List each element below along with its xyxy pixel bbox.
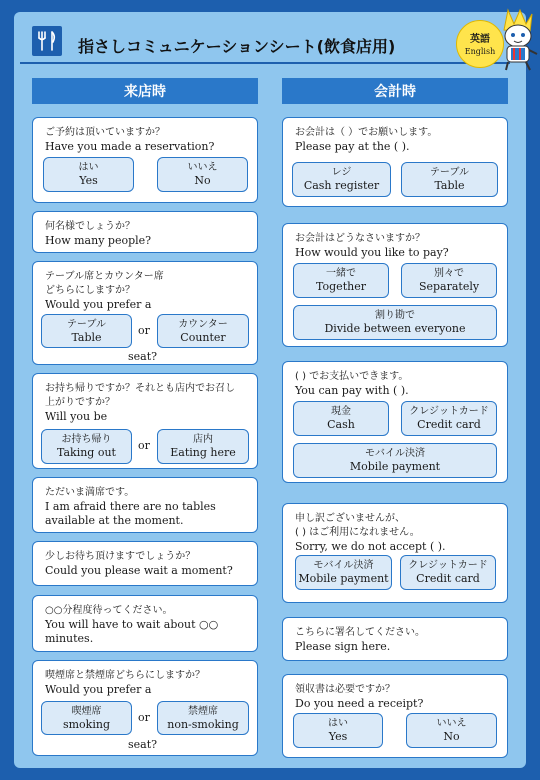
non-smoking-ja: 禁煙席 [188, 705, 218, 717]
card-receipt [282, 674, 508, 758]
cash-en: Cash [327, 418, 355, 431]
takeout-option-en: Taking out [57, 446, 116, 459]
seating-table-button[interactable] [41, 314, 132, 348]
non-smoking-button[interactable] [157, 701, 249, 735]
receipt-en: Do you need a receipt? [295, 697, 424, 710]
together-en: Together [316, 280, 366, 293]
seating-counter-en: Counter [180, 330, 226, 344]
smoking-option-en: smoking [62, 717, 110, 731]
not-accept-mobile-button[interactable] [295, 555, 392, 590]
separately-button[interactable] [401, 263, 497, 298]
seating-table-ja: テーブル [66, 318, 107, 330]
smoking-option-ja: 喫煙席 [71, 705, 102, 717]
sign-ja: こちらに署名してください。 [295, 627, 425, 638]
receipt-no-button[interactable] [406, 713, 497, 748]
header [22, 20, 502, 62]
wait-minutes-ja: ○○分程度待ってください。 [45, 605, 173, 616]
heading-payment: 会計時 [282, 78, 508, 104]
cash-ja: 現金 [331, 406, 351, 417]
separately-ja: 別々で [434, 268, 464, 279]
receipt-ja: 領収書は必要ですか？ [295, 684, 395, 695]
pay-table-ja: テーブル [429, 167, 470, 178]
takeout-ja-1: お持ち帰りですか？それとも店内でお召し [45, 383, 235, 394]
cash-button[interactable] [293, 401, 389, 436]
card-sign [282, 617, 508, 661]
pay-with-ja: ( ) でお支払いできます。 [295, 371, 409, 382]
reservation-yes-ja: はい [78, 162, 99, 173]
pay-table-button[interactable] [401, 162, 498, 197]
smoking-ja: 喫煙席と禁煙席どちらにしますか？ [45, 670, 205, 681]
smoking-en: Would you prefer a [45, 683, 152, 696]
receipt-yes-ja: はい [328, 718, 348, 729]
not-accept-credit-ja: クレジットカード [408, 560, 488, 571]
language-badge-ja: 英語 [470, 34, 490, 45]
takeout-button[interactable] [41, 429, 132, 464]
not-accept-en: Sorry, we do not accept ( ). [295, 540, 446, 553]
card-reservation [32, 117, 258, 203]
credit-card-en: Credit card [417, 418, 481, 431]
seating-en: Would you prefer a [45, 298, 152, 311]
page-title: 指さしコミュニケーションシート(飲食店用) [78, 37, 396, 56]
card-smoking [32, 660, 258, 756]
reservation-no-en: No [194, 174, 211, 187]
people-ja: 何名様でしょうか？ [45, 221, 135, 232]
seating-tail: seat? [128, 350, 158, 363]
receipt-no-ja: いいえ [436, 718, 467, 729]
mascot-image [494, 8, 540, 72]
heading-arrival: 来店時 [32, 78, 258, 104]
takeout-ja-2: 上がりですか？ [45, 397, 115, 408]
separately-en: Separately [418, 280, 480, 293]
people-en: How many people? [45, 234, 152, 247]
reservation-no-button[interactable] [157, 157, 248, 192]
reservation-en: Have you made a reservation? [45, 140, 215, 153]
not-accept-mobile-ja: モバイル決済 [313, 560, 374, 571]
card-seating [32, 261, 258, 365]
credit-card-button[interactable] [401, 401, 497, 436]
cash-register-ja: レジ [331, 167, 352, 178]
eat-in-button[interactable] [157, 429, 249, 464]
mobile-payment-button[interactable] [293, 443, 497, 478]
receipt-no-en: No [443, 730, 460, 743]
wait-minutes-en-2: minutes. [45, 632, 94, 645]
header-divider [20, 62, 510, 64]
card-wait [32, 541, 258, 586]
takeout-option-ja: お持ち帰り [61, 434, 112, 445]
receipt-yes-button[interactable] [293, 713, 383, 748]
wait-en: Could you please wait a moment? [45, 564, 233, 577]
eat-in-ja: 店内 [193, 434, 213, 445]
full-en-2: available at the moment. [45, 514, 184, 527]
card-wait-minutes [32, 595, 258, 652]
sign-en: Please sign here. [295, 640, 391, 653]
seating-ja-1: テーブル席とカウンター席 [45, 271, 164, 282]
wait-ja: 少しお待ち頂けますでしょうか？ [45, 551, 196, 562]
language-badge-en: English [464, 47, 496, 56]
credit-card-ja: クレジットカード [409, 406, 489, 417]
reservation-no-ja: いいえ [187, 162, 218, 173]
card-pay-at [282, 117, 508, 207]
not-accept-mobile-en: Mobile payment [298, 572, 389, 585]
pay-at-ja: お会計は（ ）でお願いします。 [295, 127, 438, 138]
receipt-yes-en: Yes [328, 730, 348, 743]
pay-table-en: Table [434, 179, 465, 192]
card-takeout [32, 373, 258, 469]
not-accept-credit-en: Credit card [416, 572, 480, 585]
fork-knife-icon [32, 26, 62, 56]
cash-register-en: Cash register [303, 179, 380, 192]
mobile-payment-en: Mobile payment [349, 460, 441, 473]
mobile-payment-ja: モバイル決済 [365, 448, 425, 459]
split-bill-en: Divide between everyone [324, 322, 466, 335]
card-not-accept [282, 503, 508, 603]
how-pay-ja: お会計はどうなさいますか？ [295, 233, 425, 244]
smoking-button[interactable] [41, 701, 132, 735]
together-ja: 一緒で [326, 268, 356, 279]
eat-in-en: Eating here [170, 446, 236, 459]
smoking-tail: seat? [128, 738, 158, 751]
wait-minutes-en-1: You will have to wait about ○○ [45, 618, 219, 631]
full-en-1: I am afraid there are no tables [45, 500, 216, 513]
seating-or: or [138, 324, 150, 337]
split-bill-button[interactable] [293, 305, 497, 340]
card-full [32, 477, 258, 533]
reservation-ja: ご予約は頂いていますか？ [45, 127, 165, 138]
takeout-or: or [138, 439, 150, 452]
card-pay-with [282, 361, 508, 483]
seating-table-en: Table [71, 330, 102, 344]
not-accept-ja-1: 申し訳ございませんが、 [295, 513, 405, 524]
reservation-yes-en: Yes [79, 174, 98, 187]
card-people [32, 211, 258, 253]
seating-ja-2: どちらにしますか？ [45, 285, 135, 296]
cash-register-button[interactable] [292, 162, 391, 197]
pay-at-en: Please pay at the ( ). [295, 140, 410, 153]
full-ja: ただいま満席です。 [45, 487, 135, 498]
not-accept-credit-button[interactable] [400, 555, 496, 590]
pay-with-en: You can pay with ( ). [295, 384, 409, 397]
card-how-pay [282, 223, 508, 347]
how-pay-en: How would you like to pay? [295, 246, 449, 259]
reservation-yes-button[interactable] [43, 157, 134, 192]
split-bill-ja: 割り勘で [375, 310, 415, 321]
seating-counter-ja: カウンター [178, 318, 228, 330]
seating-counter-button[interactable] [157, 314, 249, 348]
together-button[interactable] [293, 263, 389, 298]
smoking-or: or [138, 711, 150, 724]
takeout-en: Will you be [45, 410, 108, 423]
not-accept-ja-2: ( ) はご利用になれません。 [295, 527, 420, 538]
non-smoking-en: non-smoking [167, 717, 239, 731]
